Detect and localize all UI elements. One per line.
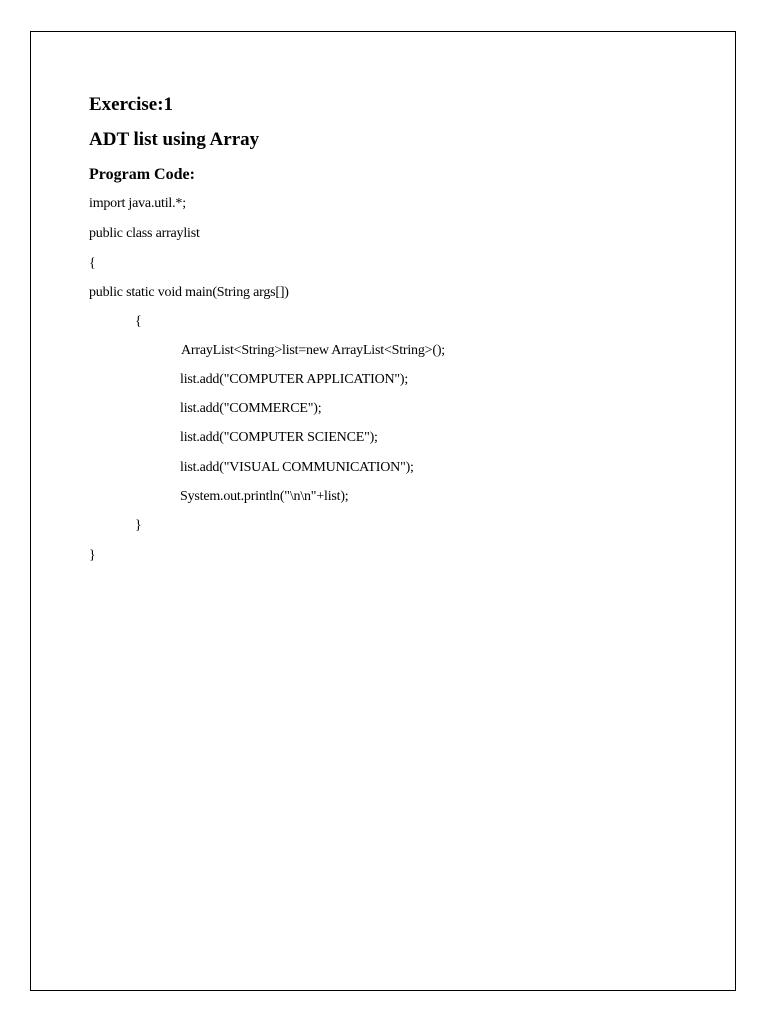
exercise-heading: Exercise:1 [89, 94, 174, 115]
section-heading: Program Code: [89, 166, 195, 183]
code-line: System.out.println("\n\n"+list); [180, 489, 349, 504]
code-line: list.add("COMPUTER SCIENCE"); [180, 430, 378, 445]
page-title: ADT list using Array [89, 129, 260, 150]
code-line: } [89, 548, 96, 563]
code-line: ArrayList<String>list=new ArrayList<String>(); [181, 343, 445, 358]
code-line: list.add("COMPUTER APPLICATION"); [180, 372, 409, 387]
code-line: public class arraylist [89, 226, 200, 241]
code-line: public static void main(String args[]) [89, 285, 289, 300]
code-line: list.add("VISUAL COMMUNICATION"); [180, 460, 414, 475]
code-line: list.add("COMMERCE"); [180, 401, 322, 416]
code-line: } [135, 518, 142, 533]
code-line: { [89, 256, 96, 271]
code-line: { [135, 314, 142, 329]
code-line: import java.util.*; [89, 196, 186, 211]
